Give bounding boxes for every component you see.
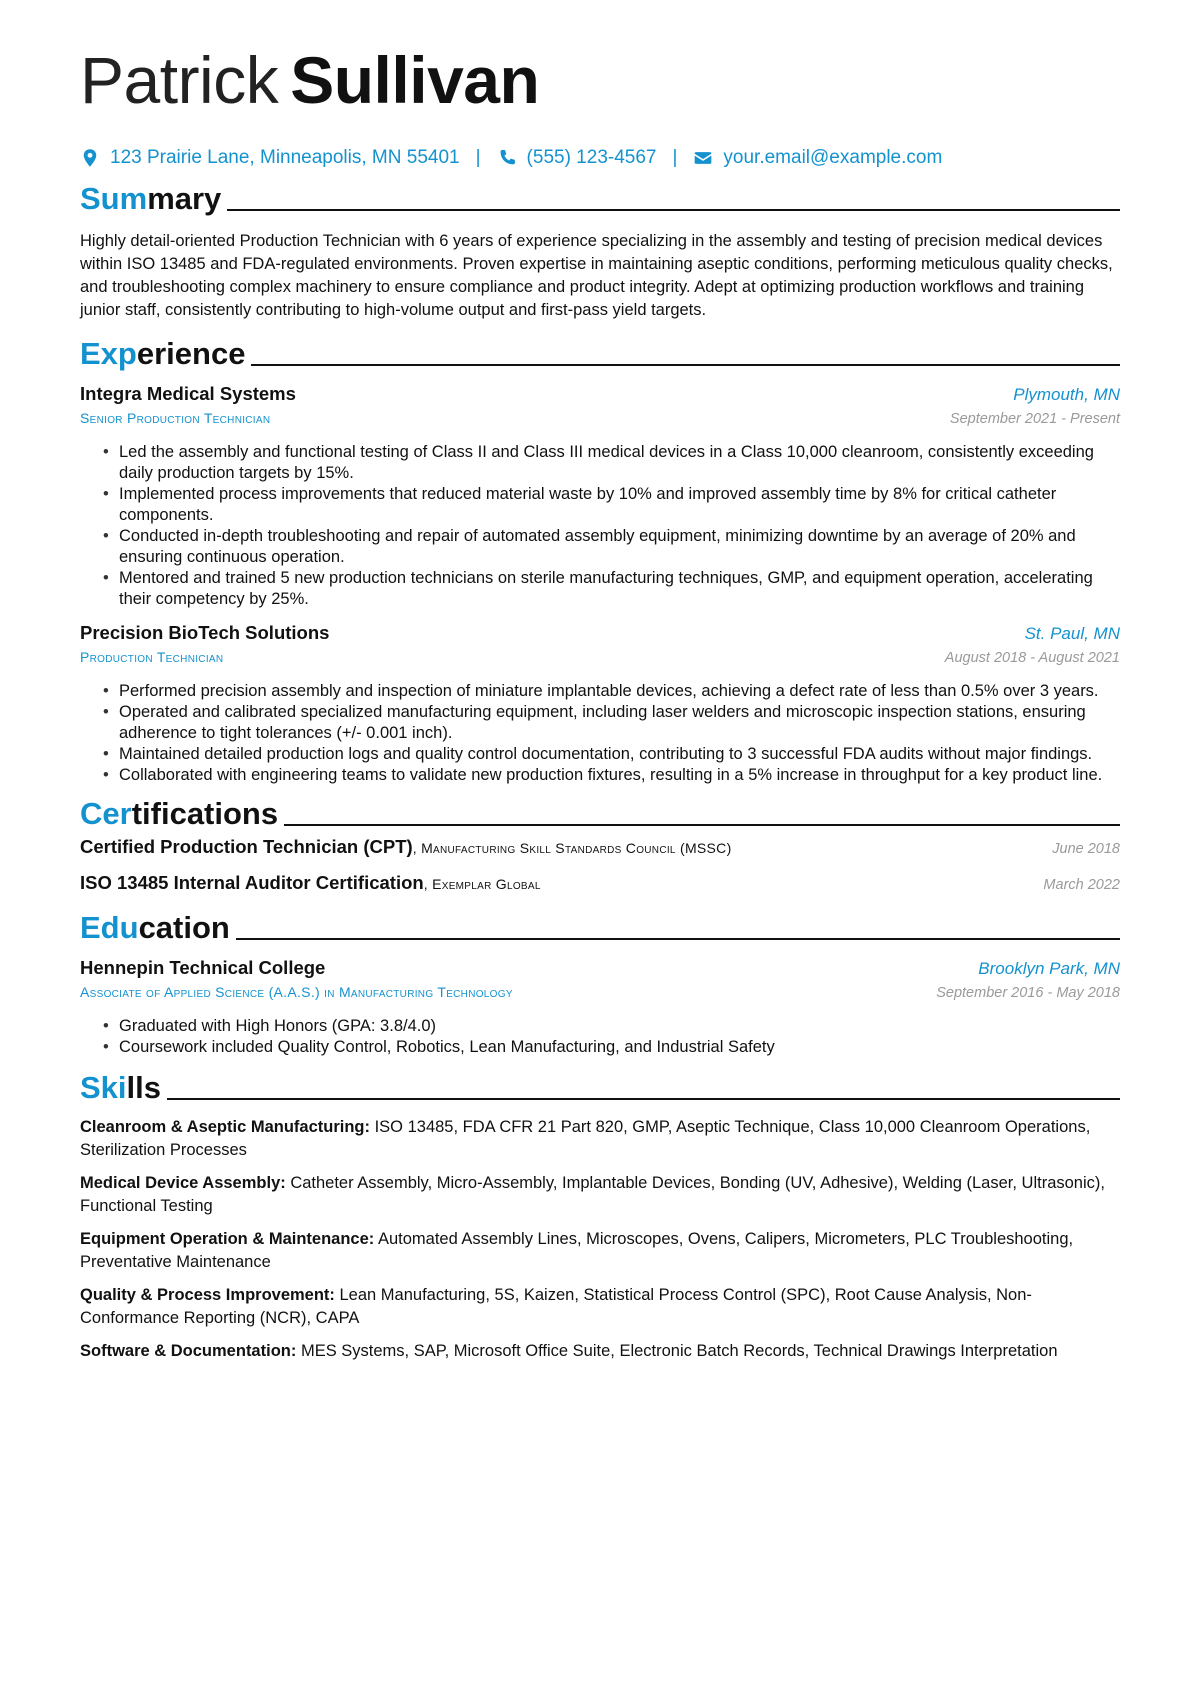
contact-line	[80, 145, 1120, 171]
email-text: your.email@example.com	[723, 147, 943, 168]
education-heading	[80, 908, 1120, 946]
skills-list	[80, 1116, 1120, 1363]
title-accent: Cer	[80, 796, 132, 831]
job-bullets	[80, 442, 1120, 610]
list-item: • Maintained detailed production logs and quality control documentation, contributing to 3 successful FDA audits without major findings.	[80, 744, 1120, 765]
title-accent: Edu	[80, 910, 139, 945]
section-title	[80, 1070, 161, 1106]
envelope-icon	[693, 148, 713, 168]
job-dates: August 2018 - August 2021	[944, 650, 1120, 666]
list-item: • Performed precision assembly and inspection of miniature implantable devices, achieving a defect rate of less than 0.5% over 3 years.	[80, 681, 1120, 702]
degree-name: Associate of Applied Science (A.A.S.) in Manufacturing Technology	[80, 984, 513, 1000]
list-item	[80, 1172, 1120, 1218]
certification-date: March 2022	[1043, 877, 1120, 893]
section-rule	[284, 824, 1120, 826]
certification-date: June 2018	[1052, 841, 1120, 857]
job-location: Plymouth, MN	[1013, 385, 1120, 404]
address-item	[80, 147, 460, 169]
first-name: Patrick	[80, 43, 279, 117]
list-item: • Mentored and trained 5 new production technicians on sterile manufacturing techniques, GMP, and equipment operation, accelerating their competency by 25%.	[80, 568, 1120, 610]
title-rest: lls	[126, 1070, 161, 1105]
education-bullets	[80, 1016, 1120, 1058]
job-title: Senior Production Technician	[80, 410, 271, 426]
title-accent: Exp	[80, 336, 137, 371]
skill-category: Medical Device Assembly:	[80, 1174, 286, 1192]
summary-text: Highly detail-oriented Production Technician with 6 years of experience specializing in the assembly and testing of precision medical devices within ISO 13485 and FDA-regulated environments. Proven expertise in maintaining aseptic conditions, performing meticulous quality checks, and troubleshooting complex machinery to ensure compliance and product integrity. Adept at optimizing production workflows and training junior staff, consistently contributing to high-volume output and first-pass yield targets.	[80, 232, 1113, 319]
section-title	[80, 181, 221, 217]
certification-issuer: , Manufacturing Skill Standards Council (MSSC)	[412, 840, 732, 856]
phone-item[interactable]	[497, 147, 657, 169]
list-item	[80, 1284, 1120, 1330]
section-title	[80, 796, 278, 832]
skill-values: Lean Manufacturing, 5S, Kaizen, Statistical Process Control (SPC), Root Cause Analysis, Non-Conformance Reporting (NCR), CAPA	[80, 1286, 1032, 1327]
section-title	[80, 910, 230, 946]
education-entry	[80, 955, 1120, 1058]
certification-name: ISO 13485 Internal Auditor Certification	[80, 872, 424, 893]
title-accent: Sum	[80, 181, 148, 216]
title-rest: erience	[136, 336, 246, 371]
list-item: • Led the assembly and functional testing of Class II and Class III medical devices in a Class 10,000 cleanroom, consistently exceeding daily production targets by 15%.	[80, 442, 1120, 484]
email-item[interactable]	[693, 147, 942, 169]
skill-values: MES Systems, SAP, Microsoft Office Suite, Electronic Batch Records, Technical Drawings Interpretation	[296, 1342, 1058, 1360]
company-name: Precision BioTech Solutions	[80, 622, 330, 643]
certification-name: Certified Production Technician (CPT)	[80, 836, 413, 857]
skill-category: Software & Documentation:	[80, 1342, 297, 1360]
contact-separator: |	[475, 147, 481, 168]
skill-values: Catheter Assembly, Micro-Assembly, Implantable Devices, Bonding (UV, Adhesive), Welding (Laser, Ultrasonic), Functional Testing	[80, 1174, 1105, 1215]
certifications-list	[80, 836, 1120, 908]
list-item: • Implemented process improvements that reduced material waste by 10% and improved assembly time by 8% for critical catheter components.	[80, 484, 1120, 526]
job-entry	[80, 620, 1120, 786]
skill-values: Automated Assembly Lines, Microscopes, Ovens, Calipers, Micrometers, PLC Troubleshooting, Preventative Maintenance	[80, 1230, 1074, 1271]
list-item: • Conducted in-depth troubleshooting and repair of automated assembly equipment, minimizing downtime by an average of 20% and ensuring continuous operation.	[80, 526, 1120, 568]
contact-separator: |	[672, 147, 678, 168]
list-item	[80, 836, 1120, 872]
map-pin-icon	[80, 148, 100, 168]
section-title	[80, 336, 245, 372]
job-title: Production Technician	[80, 649, 224, 665]
phone-icon	[497, 148, 517, 168]
list-item: • Collaborated with engineering teams to validate new production fixtures, resulting in a 5% increase in throughput for a key product line.	[80, 765, 1120, 786]
job-location: St. Paul, MN	[1024, 624, 1120, 643]
phone-text: (555) 123-4567	[526, 147, 657, 168]
job-entry	[80, 381, 1120, 610]
list-item	[80, 1340, 1120, 1363]
section-rule	[227, 209, 1120, 211]
certifications-heading	[80, 794, 1120, 832]
skills-heading	[80, 1068, 1120, 1106]
list-item: • Coursework included Quality Control, Robotics, Lean Manufacturing, and Industrial Safety	[80, 1037, 1120, 1058]
company-name: Integra Medical Systems	[80, 383, 296, 404]
summary-heading	[80, 179, 1120, 217]
skill-category: Cleanroom & Aseptic Manufacturing:	[80, 1118, 370, 1136]
school-name: Hennepin Technical College	[80, 957, 326, 978]
list-item	[80, 1116, 1120, 1162]
candidate-name	[80, 40, 1120, 120]
skill-category: Equipment Operation & Maintenance:	[80, 1230, 375, 1248]
section-rule	[251, 364, 1120, 366]
list-item: • Graduated with High Honors (GPA: 3.8/4.0)	[80, 1016, 1120, 1037]
job-dates: September 2021 - Present	[949, 411, 1120, 427]
title-accent: Ski	[80, 1070, 127, 1105]
experience-heading	[80, 334, 1120, 372]
skill-values: ISO 13485, FDA CFR 21 Part 820, GMP, Aseptic Technique, Class 10,000 Cleanroom Operations, Sterilization Processes	[80, 1118, 1091, 1159]
school-location: Brooklyn Park, MN	[978, 959, 1120, 978]
section-rule	[167, 1098, 1120, 1100]
title-rest: tifications	[131, 796, 279, 831]
job-bullets	[80, 681, 1120, 786]
list-item: • Operated and calibrated specialized manufacturing equipment, including laser welders and microscopic inspection stations, ensuring adherence to tight tolerances (+/- 0.001 inch).	[80, 702, 1120, 744]
last-name: Sullivan	[290, 43, 540, 117]
resume-content	[80, 40, 1120, 1373]
list-item	[80, 1228, 1120, 1274]
certification-issuer: , Exemplar Global	[423, 876, 541, 892]
section-rule	[236, 938, 1120, 940]
title-rest: mary	[147, 181, 222, 216]
list-item	[80, 872, 1120, 908]
education-dates: September 2016 - May 2018	[936, 985, 1120, 1001]
skill-category: Quality & Process Improvement:	[80, 1286, 335, 1304]
title-rest: cation	[138, 910, 230, 945]
address-text: 123 Prairie Lane, Minneapolis, MN 55401	[110, 147, 460, 168]
